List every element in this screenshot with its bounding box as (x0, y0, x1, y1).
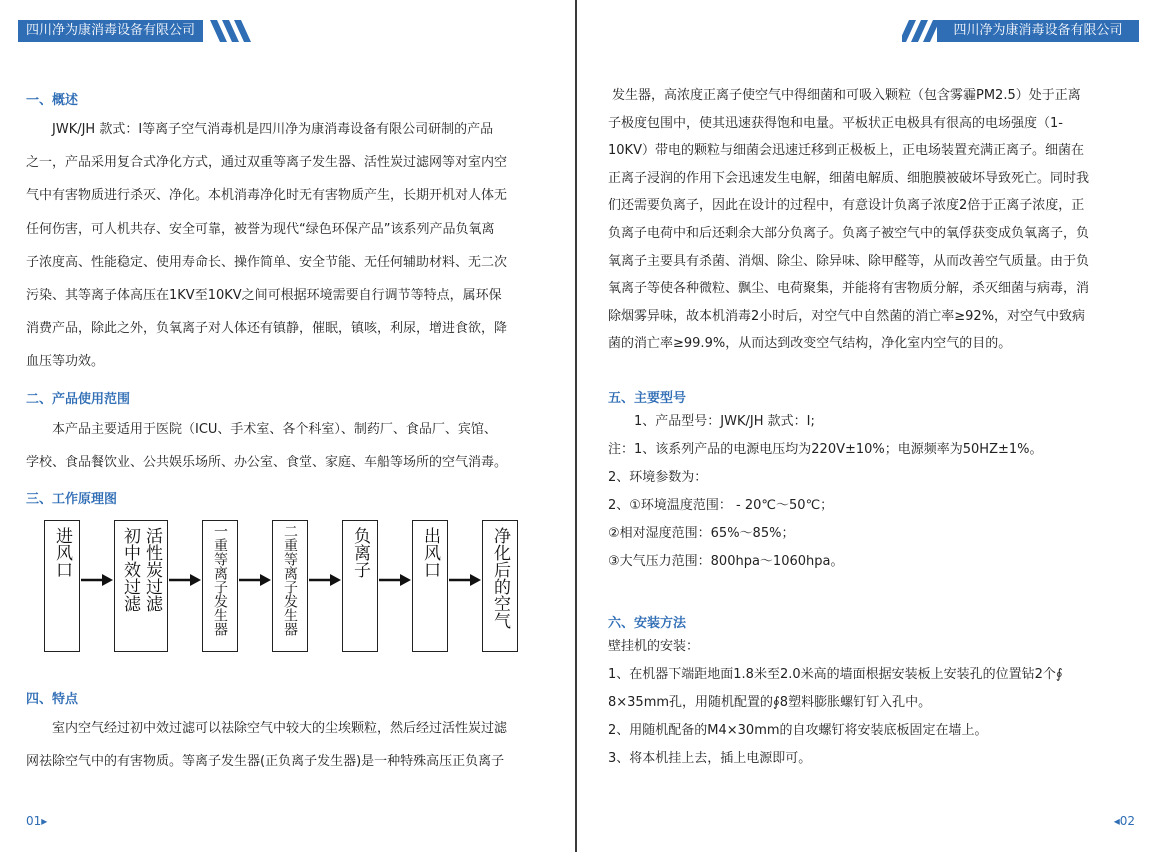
flow-label: 活性炭过滤 (142, 527, 162, 612)
flow-label: 出风口 (420, 527, 440, 578)
text-line: 学校、食品餐饮业、公共娱乐场所、办公室、食堂、家庭、车船等场所的空气消毒。 (26, 455, 508, 471)
text-line: 8×35mm孔，用随机配置的∮8塑料膨胀螺钉钉入孔中。 (608, 695, 932, 710)
text-line: 子极度包围中，使其迅速获得饱和电量。平板状正电极具有很高的电场强度（1- (608, 115, 1063, 131)
arrow-right-icon (238, 573, 272, 587)
flow-box-air-inlet (44, 520, 80, 652)
text-line: 本产品主要适用于医院（ICU、手术室、各个科室）、制药厂、食品厂、宾馆、 (52, 422, 497, 437)
text-line: 除烟雾异味，故本机消毒2小时后，对空气中自然菌的消亡率≥92%，对空气中致病 (608, 308, 1086, 324)
arrow-right-icon (308, 573, 342, 587)
text-line: ③大气压力范围：800hpa～1060hpa。 (608, 554, 844, 569)
text-line: ②相对湿度范围：65%～85%； (608, 526, 795, 541)
text-line: 注：1、该系列产品的电源电压均为220V±10%；电源频率为50HZ±1%。 (608, 442, 1043, 457)
header-company-banner: 四川净为康消毒设备有限公司 (937, 20, 1139, 42)
header-stripes-decoration (210, 20, 252, 42)
installation-steps-list (608, 633, 1063, 773)
text-line: 1、产品型号：JWK/JH 款式：I; (634, 414, 815, 429)
flow-label: 一重等离子发生器 (212, 524, 228, 636)
usage-scope-paragraph (26, 413, 542, 479)
text-line: 室内空气经过初中效过滤可以祛除空气中较大的尘埃颗粒，然后经过活性炭过滤 (52, 721, 508, 736)
text-line: 血压等功效。 (26, 354, 105, 370)
section-title-features: 四、特点 (26, 692, 79, 707)
section-title-installation: 六、安装方法 (608, 616, 687, 631)
text-line: 网祛除空气中的有害物质。等离子发生器(正负离子发生器)是一种特殊高压正负离子 (26, 754, 505, 770)
section-title-overview: 一、概述 (26, 93, 79, 108)
text-line: 负离子电荷中和后还剩余大部分负离子。负离子被空气中的氧俘获变成负氧离子，负 (608, 225, 1090, 241)
flow-label: 二重等离子发生器 (282, 524, 298, 636)
text-line: 壁挂机的安装： (608, 639, 700, 654)
flow-box-second-plasma-generator (272, 520, 308, 652)
text-line: 们还需要负离子，因此在设计的过程中，有意设计负离子浓度2倍于正离子浓度，正 (608, 198, 1085, 214)
arrow-right-icon (168, 573, 202, 587)
text-line: 3、将本机挂上去，插上电源即可。 (608, 751, 812, 766)
text-line: 菌的消亡率≥99.9%，从而达到改变空气结构，净化室内空气的目的。 (608, 336, 1012, 352)
text-line: 2、用随机配备的M4×30mm的自攻螺钉将安装底板固定在墙上。 (608, 723, 988, 738)
text-line: 正离子浸润的作用下会迅速发生电解，细菌电解质、细胞膜被破坏导致死亡。同时我 (608, 170, 1090, 186)
text-line: JWK/JH 款式：I等离子空气消毒机是四川净为康消毒设备有限公司研制的产品 (52, 122, 494, 137)
flow-label: 初中效过滤 (120, 527, 140, 612)
main-models-list (608, 408, 1043, 576)
arrow-right-icon (378, 573, 412, 587)
text-line: 氧离子主要具有杀菌、消烟、除尘、除异味、除甲醛等，从而改善空气质量。由于负 (608, 253, 1090, 269)
text-line: 10KV）带电的颗粒与细菌会迅速迁移到正极板上，正电场装置充满正离子。细菌在 (608, 143, 1084, 159)
text-line: 消费产品，除此之外，负氧离子对人体还有镇静，催眠，镇咳，利尿，增进食欲，降 (26, 321, 508, 337)
flow-box-negative-ions (342, 520, 378, 652)
flow-box-purified-air (482, 520, 518, 652)
features-paragraph (26, 712, 542, 778)
flow-label: 进风口 (52, 527, 72, 578)
flow-label: 净化后的空气 (490, 527, 510, 629)
arrow-right-icon (80, 573, 114, 587)
right-page (578, 0, 1157, 852)
text-line: 子浓度高、性能稳定、使用寿命长、操作简单、安全节能、无任何辅助材料、无二次 (26, 254, 508, 270)
flow-box-filters (114, 520, 168, 652)
text-line: 发生器，高浓度正离子使空气中得细菌和可吸入颗粒（包含雾霾PM2.5）处于正离 (612, 88, 1081, 103)
text-line: 气中有害物质进行杀灭、净化。本机消毒净化时无有害物质产生，长期开机对人体无 (26, 188, 508, 204)
working-principle-flow-diagram (44, 520, 524, 656)
flow-box-air-outlet (412, 520, 448, 652)
text-line: 污染、其等离子体高压在1KV至10KV之间可根据环境需要自行调节等特点，属环保 (26, 288, 502, 304)
section-title-main-models: 五、主要型号 (608, 391, 687, 406)
left-page (0, 0, 576, 852)
text-line: 任何伤害，可人机共存、安全可靠，被誉为现代“绿色环保产品”该系列产品负氧离 (26, 221, 495, 237)
flow-box-first-plasma-generator (202, 520, 238, 652)
page-number-left: 01▸ (26, 814, 48, 828)
overview-paragraph (26, 113, 542, 379)
section-title-usage-scope: 二、产品使用范围 (26, 392, 131, 407)
features-continued-paragraph (608, 82, 1128, 358)
arrow-right-icon (448, 573, 482, 587)
flow-label: 负离子 (350, 527, 370, 578)
section-title-working-principle: 三、工作原理图 (26, 492, 118, 507)
text-line: 2、环境参数为： (608, 470, 708, 485)
text-line: 氧离子等使各种微粒、飘尘、电荷聚集，并能将有害物质分解，杀灭细菌与病毒，消 (608, 281, 1090, 297)
text-line: 2、①环境温度范围： - 20℃～50℃； (608, 498, 834, 513)
header-company-banner: 四川净为康消毒设备有限公司 (18, 20, 203, 42)
book-spine-divider (575, 0, 577, 852)
page-number-right: ◂02 (1113, 814, 1135, 828)
text-line: 1、在机器下端距地面1.8米至2.0米高的墙面根据安装板上安装孔的位置钻2个∮ (608, 667, 1063, 682)
text-line: 之一，产品采用复合式净化方式，通过双重等离子发生器、活性炭过滤网等对室内空 (26, 155, 508, 171)
